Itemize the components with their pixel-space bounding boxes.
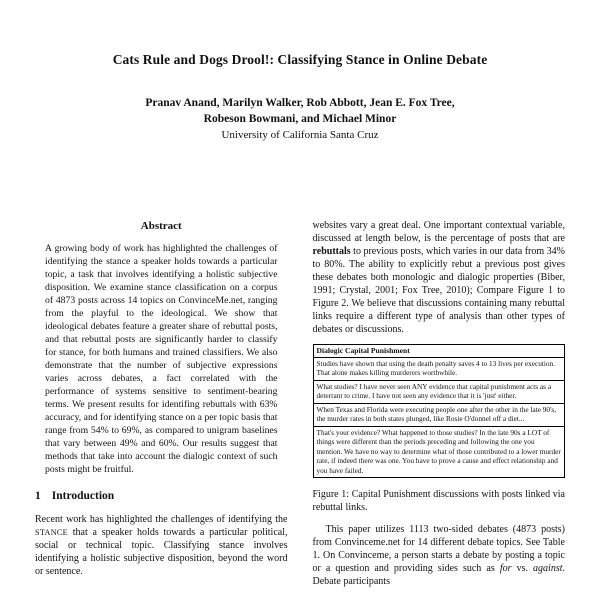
figure-table-row-1: Studies have shown that using the death penalty saves 4 to 13 lives per execution. That alone makes killing murderers worthwhile. (314, 358, 565, 381)
affiliation: University of California Santa Cruz (221, 129, 379, 142)
abstract-heading: Abstract (140, 219, 182, 232)
two-column-body (35, 219, 565, 588)
abstract-text: A growing body of work has highlighted the challenges of identifying the stance a speaker holds towards a particular topic, a task that involves identifying a holistic subjective disposition. We examine stance classification on a corpus of 4873 posts across 14 topics on ConvinceMe.net, ranging from the playful to the ideological. We show that ideological debates feature a greater share of rebuttal posts, and that rebuttal posts are significantly harder to classify for stance, for both humans and trained classifiers. We also demonstrate that the number of subjective expressions varies across debates, a fact correlated with the performance of systems sensitive to sentiment-bearing terms. We present results for identifing rebuttals with 63% accuracy, and for identifying stance on a per topic basis that range from 54% to 69%, as compared to unigram baselines that vary between 49% and 60%. Our results suggest that methods that take into account the dialogic context of such posts might be fruitful. (45, 243, 278, 476)
side-for-term: for (499, 563, 512, 575)
figure-table-row-4: That's your evidence? What happened to those studies? In the late 90s a LOT of things were different than the periods preceding and following the one you mention. We have no way to determine what of those contributed to a lower murder rate, if indeed there was one. You have to prove a cause and effect relationship and you have failed. (316, 427, 561, 475)
figure-1-caption: Figure 1: Capital Punishment discussions with posts linked via rebuttal links. (312, 489, 565, 514)
introduction-paragraph (35, 513, 288, 578)
figure-table-header: Dialogic Capital Punishment (314, 345, 565, 358)
intro-text-start: Recent work has highlighted the challenges of identifying the (35, 514, 288, 526)
rebuttals-term: rebuttals (312, 245, 351, 257)
figure-table-row-2: What studies? I have never seen ANY evidence that capital punishment acts as a deterrant to crime. I have not seen any evidence that it is 'just' either. (314, 381, 565, 404)
section-title: Introduction (51, 490, 115, 503)
section-number: 1 (35, 490, 41, 503)
side-against-term: against (533, 563, 563, 575)
right-paragraph-1 (313, 219, 566, 336)
para2-vs: vs. (511, 563, 534, 575)
section-heading-introduction (35, 489, 288, 504)
intro-text-cont: that a speaker holds towards a particular political, social or technical topic. Classifying stance involves identifying a holistic subjective disposition, beyond the word or sentence. (35, 527, 288, 578)
para1-text-cont: to previous posts, which varies in our data from 34% to 80%. The ability to explicitly rebut a previous post gives these debates both monologic and dialogic properties (Biber, 1991; Crystal, 2001; Fox Tree, 2010); Compare Figure 1 to Figure 2. We believe that discussions containing many rebuttal links require a different type of analysis than other types of debates or discussions. (312, 245, 565, 335)
authors-line-1: Pranav Anand, Marilyn Walker, Rob Abbott, Jean E. Fox Tree, (145, 97, 455, 109)
left-column (35, 219, 288, 588)
figure-table-row-3: When Texas and Florida were executing people one after the other in the late 90's, the murder rates in both states plunged, like Rosie O'donnel off a diet... (314, 404, 565, 427)
para1-text-start: websites vary a great deal. One important contextual variable, discussed at length below, is the percentage of posts that are (312, 219, 565, 244)
author-block (35, 96, 565, 143)
authors-line-2: Robeson Bowmani, and Michael Minor (203, 112, 397, 125)
para2-text-start: This paper utilizes 1113 two-sided debates (4873 posts) from Convinceme.net for 14 different debate topics. See Table 1. On Convinceme, a person starts a debate by posting a topic or a question and providing sides such as (312, 524, 565, 575)
paper-title: Cats Rule and Dogs Drool!: Classifying Stance in Online Debate (112, 52, 488, 67)
figure-1-table (313, 344, 566, 478)
para2-text-cont: . Debate participants (312, 563, 565, 588)
right-column (313, 219, 566, 588)
right-paragraph-2 (313, 523, 566, 588)
stance-term: STANCE (35, 528, 68, 538)
